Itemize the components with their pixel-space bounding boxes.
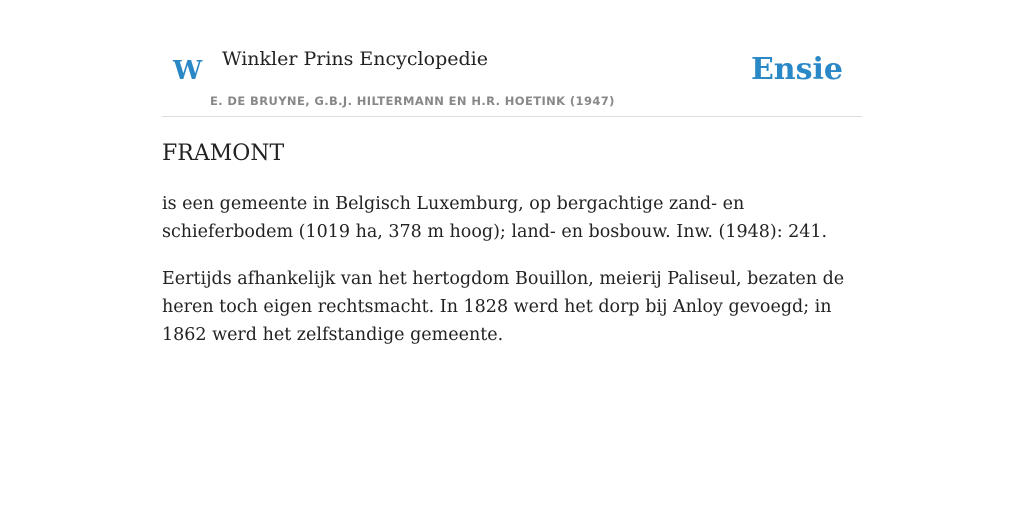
ensie-logo[interactable]: Ensie — [750, 52, 843, 87]
article-title: FRAMONT — [162, 141, 285, 166]
article-paragraph: Eertijds afhankelijk van het hertogdom Bouillon, meierij Paliseul, bezaten de heren toch eigen rechtsmacht. In 1828 werd het dorp bij Anloy gevoegd; in 1862 werd het zelfstandige gemeente. — [162, 269, 845, 345]
article-paragraph: is een gemeente in Belgisch Luxemburg, op bergachtige zand- en schieferbodem (1019 ha, 378 m hoog); land- en bosbouw. Inw. (1948): 241. — [162, 194, 828, 242]
book-title[interactable]: Winkler Prins Encyclopedie — [222, 48, 488, 70]
encyclopedia-logo[interactable]: W — [173, 56, 203, 86]
page-header — [162, 40, 862, 117]
article — [162, 138, 862, 349]
book-authors: E. DE BRUYNE, G.B.J. HILTERMANN EN H.R. HOETINK (1947) — [210, 94, 615, 108]
